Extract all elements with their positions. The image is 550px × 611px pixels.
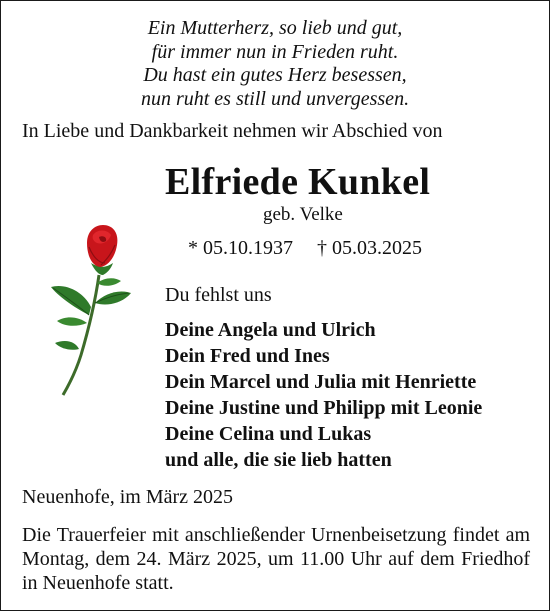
poem-line: für immer nun in Frieden ruht. [151,40,399,63]
birth-name: geb. Velke [263,204,343,225]
poem-line: nun ruht es still und unvergessen. [140,87,410,110]
death-date: † 05.03.2025 [317,237,422,259]
mourner-entry: Deine Justine und Philipp mit Leonie [165,397,483,419]
deceased-name: Elfriede Kunkel [165,161,431,203]
poem-line: Du hast ein gutes Herz besessen, [143,64,407,86]
life-dates [188,235,422,261]
place-and-date: Neuenhofe, im März 2025 [22,486,234,508]
missed-line: Du fehlst uns [165,284,272,306]
mourner-entry: Deine Celina und Lukas [165,423,372,445]
farewell-intro: In Liebe und Dankbarkeit nehmen wir Abschied von [22,120,443,142]
mourner-entry: und alle, die sie lieb hatten [165,449,392,471]
red-rose-icon [43,223,147,399]
mourner-entry: Dein Marcel und Julia mit Henriette [165,371,477,393]
mourner-entry: Dein Fred und Ines [165,345,330,367]
funeral-details: Die Trauerfeier mit anschließender Urnenbeisetzung findet am Montag, dem 24. März 2025, um 11.00 Uhr auf dem Friedhof in Neuenhofe statt. [22,524,530,594]
mourners-list [165,317,482,473]
poem-line: Ein Mutterherz, so lieb und gut, [147,17,403,39]
mourner-entry: Deine Angela und Ulrich [165,319,376,341]
birth-date: * 05.10.1937 [188,237,293,259]
memorial-poem [1,17,549,111]
